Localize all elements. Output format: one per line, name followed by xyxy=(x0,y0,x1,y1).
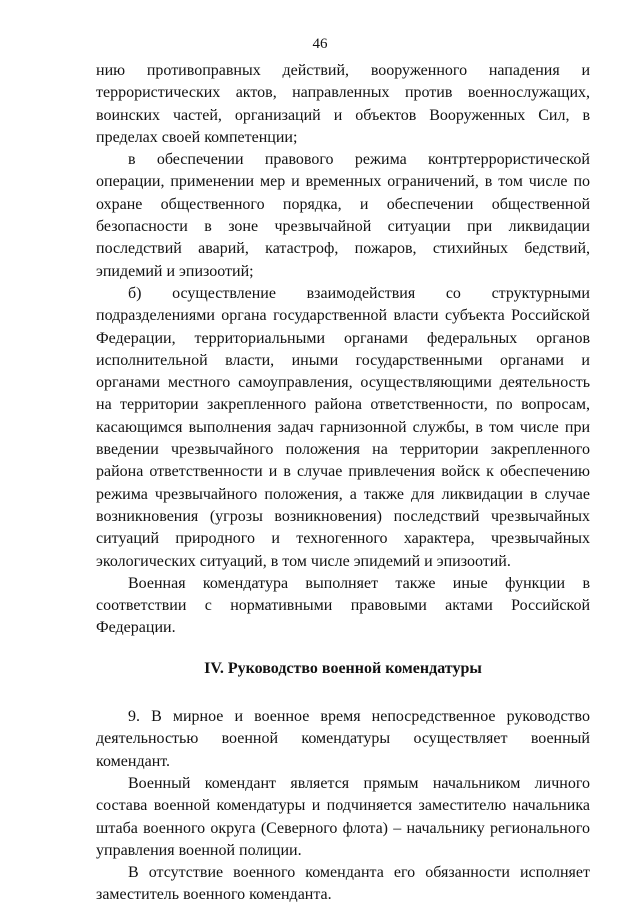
paragraph-other-functions: Военная комендатура выполняет также иные функции в соответствии с нормативными правовыми актами Российской Федерации. xyxy=(96,574,590,637)
paragraph-legal-regime: в обеспечении правового режима контртеррористической операции, применении мер и временных ограничений, в том числе по охране общественного порядка, и обеспечении общественной безопасности в зоне чрезвычайной ситуации при ликвидации последствий аварий, катастроф, пожаров, стихийных бедствий, эпидемий и эпизоотий; xyxy=(96,151,590,280)
page-number: 46 xyxy=(312,36,328,52)
paragraph-leadership: 9. В мирное и военное время непосредственное руководство деятельностью военной комендатуры осуществляет военный комендант. xyxy=(96,708,590,770)
section-heading: IV. Руководство военной комендатуры xyxy=(204,659,482,677)
paragraph-deputy-duties: В отсутствие военного коменданта его обязанности исполняет заместитель военного коменданта. xyxy=(96,864,590,904)
paragraph-continuation: нию противоправных действий, вооруженного нападения и террористических актов, направленных против военнослужащих, воинских частей, организаций и объектов Вооруженных Сил, в пределах своей компетенции; xyxy=(96,62,590,146)
document-body xyxy=(96,60,590,907)
paragraph-commandant-subordination: Военный комендант является прямым начальником личного состава военной комендатуры и подчиняется заместителю начальника штаба военного округа (Северного флота) – начальнику регионального управления военной полиции. xyxy=(96,774,590,859)
paragraph-interaction: б) осуществление взаимодействия со структурными подразделениями органа государственной власти субъекта Российской Федерации, территориальными органами федеральных органов исполнительной власти, иными государственными органами и органами местного самоуправления, осуществляющими деятельность на территории закрепленного района ответственности, по вопросам, касающимся выполнения задач гарнизонной службы, в том числе при введении чрезвычайного положения на территории закрепленного района ответственности и в случае привлечения войск к обеспечению режима чрезвычайного положения, а также для ликвидации в случае возникновения (угрозы возникновения) последствий чрезвычайных ситуаций природного и техногенного характера, чрезвычайных экологических ситуаций, в том числе эпидемий и эпизоотий. xyxy=(96,284,590,570)
